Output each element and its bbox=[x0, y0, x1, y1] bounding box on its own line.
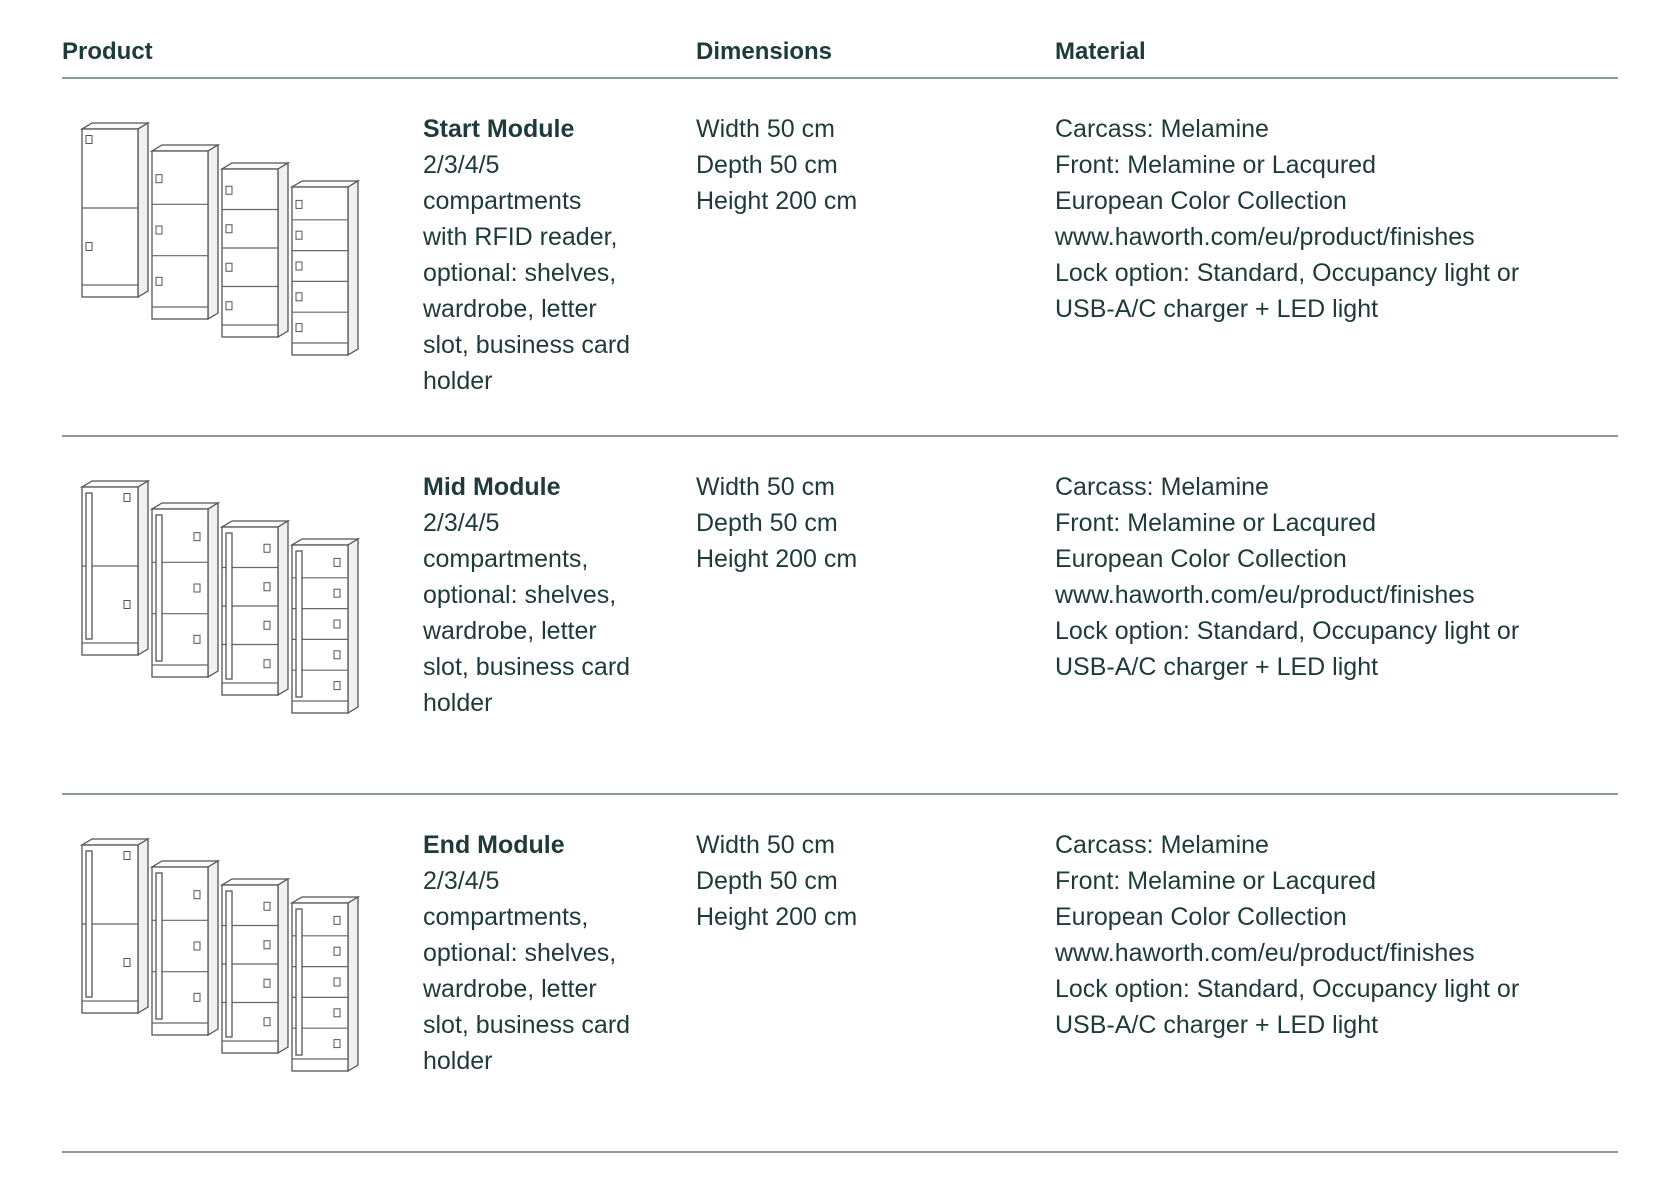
material-line: Carcass: Melamine bbox=[1055, 473, 1269, 501]
header-material: Material bbox=[1055, 38, 1146, 65]
dimension-line: Depth 50 cm bbox=[696, 867, 838, 895]
table-row bbox=[62, 79, 1618, 437]
description-line: 2/3/4/5 bbox=[423, 151, 500, 179]
header-dimensions: Dimensions bbox=[696, 38, 833, 65]
finishes-link[interactable]: www.haworth.com/eu/product/finishes bbox=[1055, 581, 1475, 609]
product-name: Start Module bbox=[423, 115, 575, 143]
product-name: End Module bbox=[423, 831, 565, 859]
table-row bbox=[62, 795, 1618, 1153]
description-line: wardrobe, letter bbox=[423, 617, 597, 645]
material-line: Lock option: Standard, Occupancy light or bbox=[1055, 259, 1520, 287]
description-line: holder bbox=[423, 689, 493, 717]
description-line: compartments, bbox=[423, 545, 589, 573]
product-material bbox=[1055, 827, 1615, 1043]
dimension-line: Depth 50 cm bbox=[696, 509, 838, 537]
description-line: wardrobe, letter bbox=[423, 295, 597, 323]
description-line: optional: shelves, bbox=[423, 581, 617, 609]
description-line: slot, business card bbox=[423, 1011, 631, 1039]
dimension-line: Depth 50 cm bbox=[696, 151, 838, 179]
description-line: optional: shelves, bbox=[423, 259, 617, 287]
product-description bbox=[423, 827, 663, 1079]
description-line: compartments bbox=[423, 187, 582, 215]
description-line: holder bbox=[423, 1047, 493, 1075]
dimension-line: Height 200 cm bbox=[696, 187, 858, 215]
material-line: USB-A/C charger + LED light bbox=[1055, 295, 1379, 323]
locker-illustration bbox=[72, 477, 372, 717]
product-description bbox=[423, 111, 663, 399]
product-material bbox=[1055, 111, 1615, 327]
dimension-line: Height 200 cm bbox=[696, 903, 858, 931]
description-line: with RFID reader, bbox=[423, 223, 618, 251]
material-line: European Color Collection bbox=[1055, 903, 1347, 931]
locker-illustration bbox=[72, 835, 372, 1075]
description-line: compartments, bbox=[423, 903, 589, 931]
header-product: Product bbox=[62, 38, 153, 65]
material-line: European Color Collection bbox=[1055, 187, 1347, 215]
dimension-line: Width 50 cm bbox=[696, 115, 835, 143]
dimension-line: Width 50 cm bbox=[696, 831, 835, 859]
product-material bbox=[1055, 469, 1615, 685]
dimension-line: Height 200 cm bbox=[696, 545, 858, 573]
description-line: slot, business card bbox=[423, 653, 631, 681]
finishes-link[interactable]: www.haworth.com/eu/product/finishes bbox=[1055, 939, 1475, 967]
product-dimensions bbox=[696, 827, 857, 935]
material-line: Carcass: Melamine bbox=[1055, 831, 1269, 859]
material-line: Front: Melamine or Lacqured bbox=[1055, 151, 1376, 179]
dimension-line: Width 50 cm bbox=[696, 473, 835, 501]
table-header bbox=[62, 0, 1618, 79]
material-line: Lock option: Standard, Occupancy light or bbox=[1055, 975, 1520, 1003]
material-line: USB-A/C charger + LED light bbox=[1055, 653, 1379, 681]
material-line: European Color Collection bbox=[1055, 545, 1347, 573]
locker-illustration bbox=[72, 119, 372, 359]
material-line: Lock option: Standard, Occupancy light or bbox=[1055, 617, 1520, 645]
description-line: optional: shelves, bbox=[423, 939, 617, 967]
description-line: 2/3/4/5 bbox=[423, 509, 500, 537]
material-line: USB-A/C charger + LED light bbox=[1055, 1011, 1379, 1039]
description-line: slot, business card bbox=[423, 331, 631, 359]
product-name: Mid Module bbox=[423, 473, 561, 501]
material-line: Front: Melamine or Lacqured bbox=[1055, 867, 1376, 895]
product-description bbox=[423, 469, 663, 721]
description-line: wardrobe, letter bbox=[423, 975, 597, 1003]
finishes-link[interactable]: www.haworth.com/eu/product/finishes bbox=[1055, 223, 1475, 251]
material-line: Carcass: Melamine bbox=[1055, 115, 1269, 143]
description-line: holder bbox=[423, 367, 493, 395]
description-line: 2/3/4/5 bbox=[423, 867, 500, 895]
material-line: Front: Melamine or Lacqured bbox=[1055, 509, 1376, 537]
product-dimensions bbox=[696, 469, 857, 577]
table-row bbox=[62, 437, 1618, 795]
product-dimensions bbox=[696, 111, 857, 219]
product-table bbox=[62, 0, 1618, 1153]
